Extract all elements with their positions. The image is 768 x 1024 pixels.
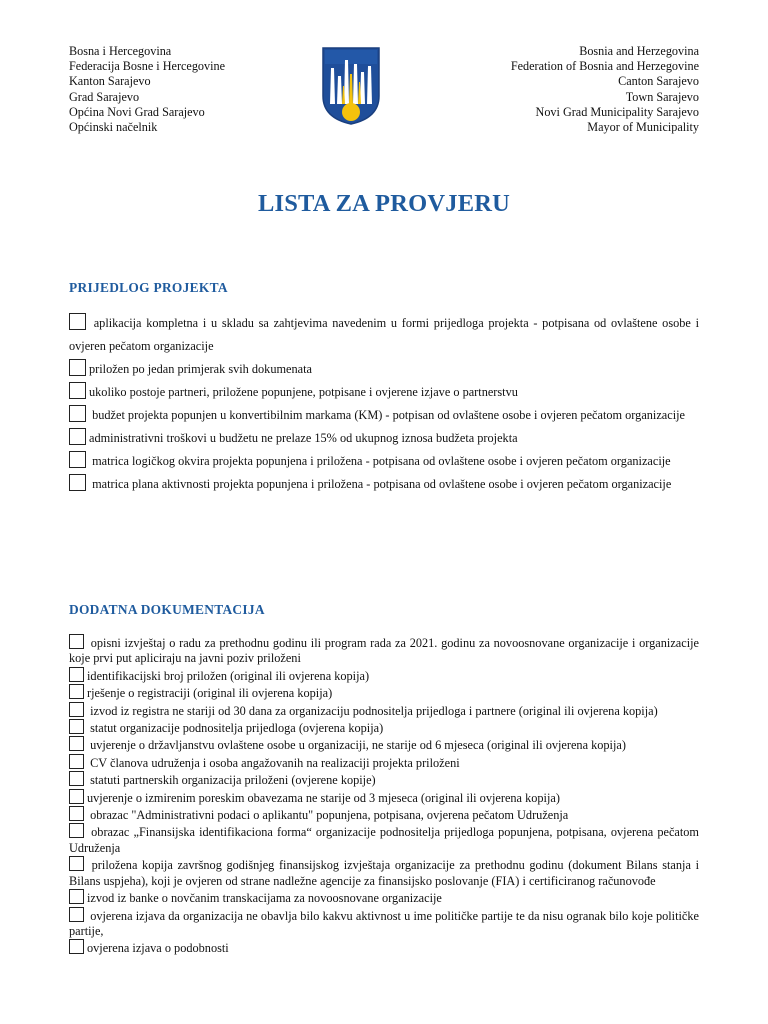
- checklist-item: obrazac "Administrativni podaci o aplikantu" popunjena, potpisana, ovjerena pečatom Udruženja: [69, 806, 699, 823]
- header-right-block: [511, 44, 699, 135]
- checklist-item: izvod iz registra ne stariji od 30 dana za organizaciju podnositelja prijedloga i partnere (original ili ovjerena kopija): [69, 702, 699, 719]
- header-left-line: Općina Novi Grad Sarajevo: [69, 104, 205, 119]
- header-left-line: Općinski načelnik: [69, 120, 158, 135]
- checklist-item: uvjerenje o državljanstvu ovlaštene osobe u organizaciji, ne starije od 6 mjeseca (original ili ovjerena kopija): [69, 736, 699, 753]
- checkbox[interactable]: [69, 359, 86, 376]
- checkbox[interactable]: [69, 684, 84, 699]
- header-right-line: Mayor of Municipality: [587, 120, 699, 135]
- checkbox[interactable]: [69, 736, 84, 751]
- checkbox[interactable]: [69, 907, 84, 922]
- header-right-line: Federation of Bosnia and Herzegovine: [510, 59, 699, 74]
- checkbox[interactable]: [69, 889, 84, 904]
- checklist-item: statuti partnerskih organizacija priloženi (ovjerene kopije): [69, 771, 699, 788]
- header-right-line: Canton Sarajevo: [618, 74, 699, 89]
- header-left-block: [69, 44, 225, 135]
- checklist-item: budžet projekta popunjen u konvertibilnim markama (KM) - potpisan od ovlaštene osobe i ovjeren pečatom organizacije: [69, 404, 699, 427]
- checklist-item: ukoliko postoje partneri, priložene popunjene, potpisane i ovjerene izjave o partnerstvu: [69, 381, 699, 404]
- checkbox[interactable]: [69, 667, 84, 682]
- checkbox[interactable]: [69, 474, 86, 491]
- checklist-item: obrazac „Finansijska identifikaciona forma“ organizacije podnositelja prijedloga popunjena, potpisana, ovjerena pečatom Udruženja: [69, 825, 699, 855]
- checkbox[interactable]: [69, 823, 84, 838]
- header-right-line: Bosnia and Herzegovina: [579, 44, 699, 58]
- checklist-dodatna: [69, 634, 699, 957]
- checklist-item: statut organizacije podnositelja prijedloga (ovjerena kopija): [69, 719, 699, 736]
- checklist-item: identifikacijski broj priložen (original ili ovjerena kopija): [69, 667, 699, 684]
- checklist-item: CV članova udruženja i osoba angažovanih na realizaciji projekta priloženi: [69, 754, 699, 771]
- checkbox[interactable]: [69, 702, 84, 717]
- checklist-item: matrica logičkog okvira projekta popunjena i priložena - potpisana od ovlaštene osobe i ovjeren pečatom organizacije: [69, 450, 699, 473]
- checkbox[interactable]: [69, 313, 86, 330]
- header-right-line: Town Sarajevo: [625, 89, 699, 104]
- header-right-line: Novi Grad Municipality Sarajevo: [535, 104, 699, 119]
- section-title-dodatna: DODATNA DOKUMENTACIJA: [69, 602, 265, 617]
- checklist-item: matrica plana aktivnosti projekta popunjena i priložena - potpisana od ovlaštene osobe i ovjeren pečatom organizacije: [69, 473, 699, 496]
- checklist-item: izvod iz banke o novčanim transkacijama za novoosnovane organizacije: [69, 889, 699, 906]
- document-title: LISTA ZA PROVJERU: [257, 190, 511, 217]
- checkbox[interactable]: [69, 719, 84, 734]
- checklist-item: rješenje o registraciji (original ili ovjerena kopija): [69, 684, 699, 701]
- checklist-item: opisni izvještaj o radu za prethodnu godinu ili program rada za 2021. godinu za novoosnovane organizacije i organizacije koje prvi put apliciraju na javni poziv priloženi: [69, 636, 699, 666]
- checklist-item: priložen po jedan primjerak svih dokumenata: [69, 358, 699, 381]
- checklist-item: uvjerenje o izmirenim poreskim obavezama ne starije od 3 mjeseca (original ili ovjerena kopija): [69, 789, 699, 806]
- checklist-item: ovjerena izjava o podobnosti: [69, 939, 699, 956]
- checkbox[interactable]: [69, 754, 84, 769]
- checkbox[interactable]: [69, 771, 84, 786]
- checklist-prijedlog: [69, 312, 699, 496]
- section-title-prijedlog: PRIJEDLOG PROJEKTA: [69, 280, 228, 295]
- checkbox[interactable]: [69, 789, 84, 804]
- checklist-item: administrativni troškovi u budžetu ne prelaze 15% od ukupnog iznosa budžeta projekta: [69, 427, 699, 450]
- checkbox[interactable]: [69, 382, 86, 399]
- checklist-item: ovjerena izjava da organizacija ne obavlja bilo kakvu aktivnost u ime političke partije te da nisu ogranak bilo koje političke partije,: [69, 908, 699, 938]
- checklist-item: aplikacija kompletna i u skladu sa zahtjevima navedenim u formi prijedloga projekta - potpisana od ovlaštene osobe i ovjeren pečatom organizacije: [69, 312, 699, 358]
- checkbox[interactable]: [69, 806, 84, 821]
- checkbox[interactable]: [69, 428, 86, 445]
- checkbox[interactable]: [69, 405, 86, 422]
- header-left-line: Grad Sarajevo: [69, 89, 140, 104]
- header-left-line: Federacija Bosne i Hercegovine: [69, 59, 226, 74]
- municipality-crest-icon: [321, 46, 381, 126]
- header-left-line: Kanton Sarajevo: [69, 74, 151, 89]
- checkbox[interactable]: [69, 856, 84, 871]
- checkbox[interactable]: [69, 451, 86, 468]
- checklist-item: priložena kopija završnog godišnjeg finansijskog izvještaja organizacije za prethodnu godinu (dokument Bilans stanja i Bilans uspjeha), koji je ovjeren od strane nadležne agencije za finansijsko poslovanje (FIA) i certificiranog računovođe: [69, 858, 699, 888]
- checkbox[interactable]: [69, 634, 84, 649]
- checkbox[interactable]: [69, 939, 84, 954]
- header-left-line: Bosna i Hercegovina: [69, 44, 172, 58]
